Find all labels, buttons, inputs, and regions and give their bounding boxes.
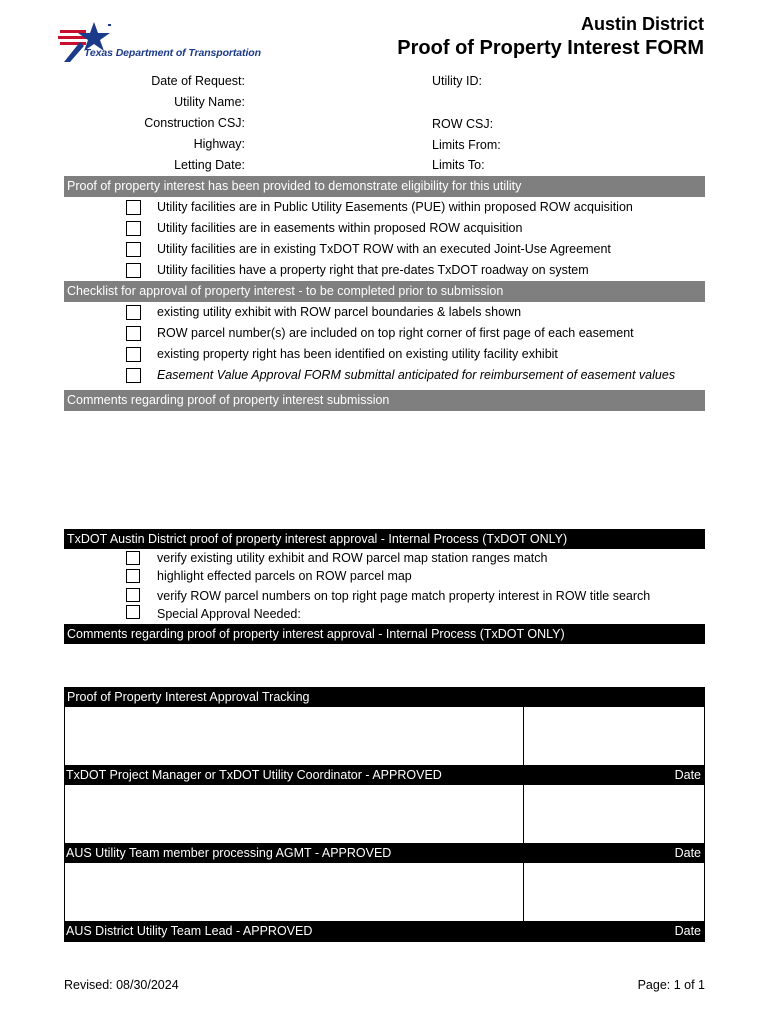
checkbox[interactable] [126, 347, 141, 362]
row-csj-label: ROW CSJ: [432, 117, 494, 131]
checkbox[interactable] [126, 221, 141, 236]
checkbox[interactable] [126, 305, 141, 320]
tracking-row [65, 921, 704, 941]
utility-id-label: Utility ID: [432, 74, 482, 88]
checkbox[interactable] [126, 368, 141, 383]
comments-area[interactable] [64, 411, 705, 529]
tracking-row [65, 765, 704, 785]
agency-name: Texas Department of Transportation [84, 47, 261, 59]
checkbox[interactable] [126, 605, 140, 619]
signature-box[interactable] [65, 785, 524, 843]
txdot-star-icon [58, 20, 288, 66]
limits-from-label: Limits From: [432, 138, 501, 152]
tracking-table [64, 706, 705, 942]
approval-label: TxDOT Project Manager or TxDOT Utility Coordinator - APPROVED [66, 768, 442, 782]
tracking-header: Proof of Property Interest Approval Tracking [64, 687, 705, 707]
date-label: Date [674, 846, 701, 860]
approval-label: AUS District Utility Team Lead - APPROVED [66, 924, 313, 938]
highway-label: Highway: [193, 137, 245, 151]
section-comments-header: Comments regarding proof of property interest submission [64, 390, 705, 411]
checkbox[interactable] [126, 551, 140, 565]
date-of-request-label: Date of Request: [151, 74, 245, 88]
section-checklist-header: Checklist for approval of property interest - to be completed prior to submission [64, 281, 705, 302]
checkbox[interactable] [126, 242, 141, 257]
letting-date-label: Letting Date: [174, 158, 245, 172]
checkbox[interactable] [126, 200, 141, 215]
checkbox[interactable] [126, 263, 141, 278]
construction-csj-label: Construction CSJ: [144, 116, 245, 130]
section-internal-approval-header: TxDOT Austin District proof of property interest approval - Internal Process (TxDOT ONLY) [64, 529, 705, 549]
page-number: Page: 1 of 1 [637, 978, 705, 992]
section-internal-comments-header: Comments regarding proof of property interest approval - Internal Process (TxDOT ONLY) [64, 624, 705, 644]
date-label: Date [674, 768, 701, 782]
revised-date: Revised: 08/30/2024 [64, 978, 179, 992]
limits-to-label: Limits To: [432, 158, 485, 172]
checkbox[interactable] [126, 588, 140, 602]
approval-label: AUS Utility Team member processing AGMT - APPROVED [66, 846, 392, 860]
form-title: Proof of Property Interest FORM [397, 37, 704, 59]
date-label: Date [674, 924, 701, 938]
signature-box[interactable] [65, 707, 524, 765]
checkbox[interactable] [126, 569, 140, 583]
utility-name-label: Utility Name: [174, 95, 245, 109]
section-eligibility-header: Proof of property interest has been provided to demonstrate eligibility for this utility [64, 176, 705, 197]
district-name: Austin District [580, 14, 704, 34]
tracking-row [65, 843, 704, 863]
internal-comments-area[interactable] [64, 644, 705, 686]
checkbox[interactable] [126, 326, 141, 341]
txdot-logo [58, 20, 288, 66]
signature-box[interactable] [65, 863, 524, 921]
